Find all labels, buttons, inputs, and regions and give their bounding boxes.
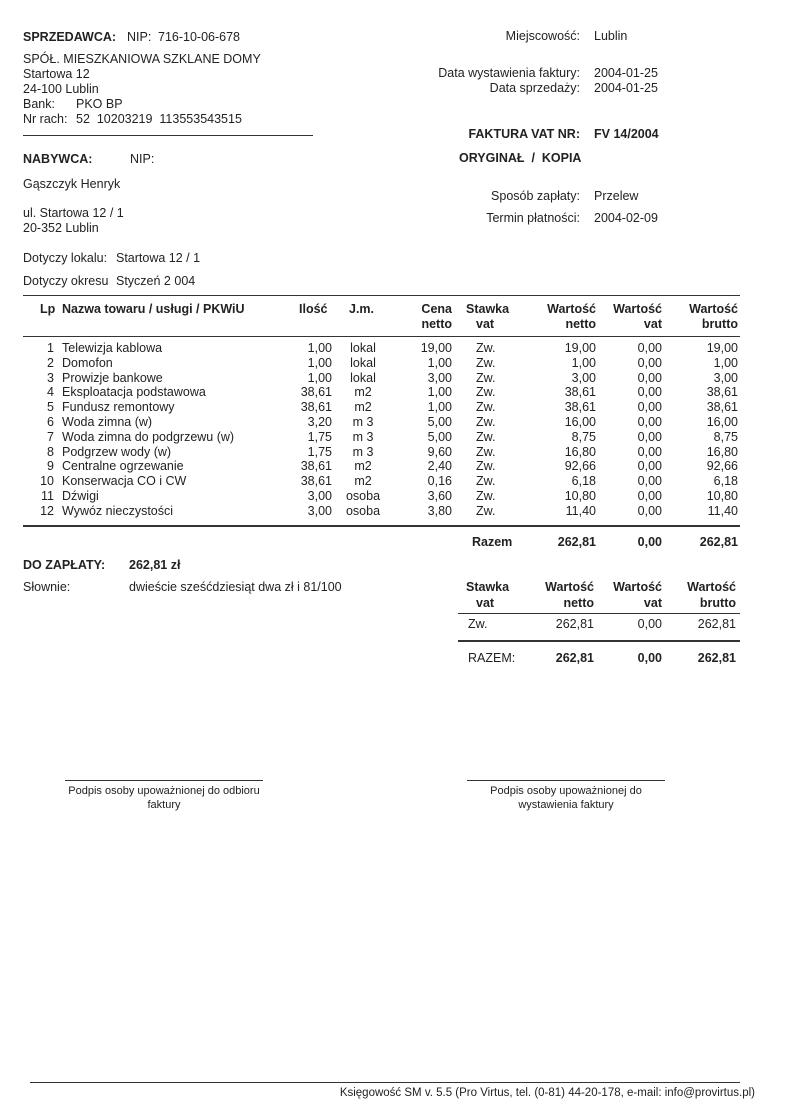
table-top-rule [23,295,740,296]
cell-vat: 0,00 [637,429,662,444]
cell-unit: lokal [350,341,376,355]
buyer-label: NABYWCA: [23,152,93,166]
sale-date-label: Data sprzedaży: [489,81,580,95]
table-row [0,356,800,371]
original-copy-label: ORYGINAŁ / KOPIA [459,151,582,165]
signature-issuer-label-2: wystawienia faktury [518,799,614,811]
cell-lp: 12 [40,503,54,518]
cell-unit: m 3 [352,429,374,444]
cell-gross: 11,40 [707,503,738,518]
table-row [0,385,800,400]
cell-vat: 0,00 [637,415,662,429]
cell-price: 19,00 [420,341,452,355]
cell-vat: 0,00 [637,489,662,503]
issue-date-label: Data wystawienia faktury: [438,66,580,80]
cell-gross: 1,00 [713,355,738,370]
cell-price: 3,80 [427,503,452,518]
cell-price: 1,00 [427,385,452,400]
cell-net: 11,40 [565,503,596,518]
cell-gross: 19,00 [706,341,738,355]
table-header-rule [23,336,740,337]
col-unit-header: J.m. [349,302,375,316]
table-row [0,459,800,474]
seller-name: SPÓŁ. MIESZKANIOWA SZKLANE DOMY [23,52,261,66]
buyer-city: 20-352 Lublin [23,221,99,235]
seller-account: 52 10203219 113553543515 [76,112,242,126]
payment-method-label: Sposób zapłaty: [491,189,580,203]
payment-method: Przelew [594,189,639,203]
cell-lp: 8 [47,444,54,459]
summary-row-vat: 0,00 [637,617,662,631]
cell-name: Woda zimna (w) [62,415,153,429]
cell-unit: m2 [354,474,372,489]
table-row [0,415,800,430]
buyer-name: Gąszczyk Henryk [23,177,121,191]
seller-street: Startowa 12 [23,67,90,81]
cell-net: 38,61 [564,400,596,415]
cell-name: Domofon [62,355,113,370]
summary-total-gross: 262,81 [697,651,736,665]
amount-in-words: dwieście sześćdziesiąt dwa zł i 81/100 [129,580,342,594]
cell-lp: 7 [47,429,54,444]
cell-qty: 3,20 [307,415,332,429]
cell-vat: 0,00 [637,400,662,415]
seller-bank: PKO BP [76,97,123,111]
cell-net: 10,80 [564,489,596,503]
cell-rate: Zw. [476,341,496,355]
amount-due: 262,81 zł [129,558,181,572]
cell-net: 92,66 [564,459,596,474]
cell-price: 1,00 [427,400,452,415]
invoice-number-label: FAKTURA VAT NR: [468,127,580,141]
cell-rate: Zw. [476,385,496,400]
summary-total-net: 262,81 [555,651,594,665]
signature-recipient-label-2: faktury [147,799,181,811]
col-net-header: Wartość [547,302,596,316]
summary-total-vat: 0,00 [637,651,662,665]
summary-vat-header-2: vat [643,596,662,610]
cell-gross: 38,61 [706,400,738,415]
cell-lp: 5 [47,400,54,415]
cell-qty: 38,61 [300,474,332,489]
table-total-vat: 0,00 [637,535,662,549]
cell-lp: 4 [47,385,54,400]
summary-header-rule [458,613,740,614]
summary-vat-header: Wartość [613,580,662,594]
cell-net: 6,18 [571,474,596,489]
cell-rate: Zw. [476,400,496,415]
cell-rate: Zw. [476,444,496,459]
cell-qty: 38,61 [300,400,332,415]
due-date: 2004-02-09 [594,211,658,225]
table-row [0,489,800,504]
cell-gross: 8,75 [713,429,738,444]
cell-vat: 0,00 [637,444,662,459]
cell-qty: 1,00 [307,341,332,355]
amount-in-words-label: Słownie: [23,580,71,594]
cell-lp: 9 [47,459,54,474]
col-lp-header: Lp [40,302,56,316]
premises-value: Startowa 12 / 1 [116,251,201,265]
invoice-number: FV 14/2004 [594,127,659,141]
cell-gross: 10,80 [706,489,738,503]
cell-unit: osoba [345,489,381,503]
cell-price: 1,00 [427,355,452,370]
cell-unit: lokal [350,370,376,385]
cell-name: Dźwigi [62,489,99,503]
cell-rate: Zw. [476,415,496,429]
cell-name: Telewizja kablowa [62,341,163,355]
table-bottom-rule [23,525,740,527]
cell-vat: 0,00 [637,503,662,518]
cell-lp: 6 [47,415,54,429]
table-total-net: 262,81 [557,535,596,549]
cell-rate: Zw. [476,370,496,385]
summary-gross-header: Wartość [687,580,736,594]
table-row [0,445,800,460]
summary-row-gross: 262,81 [697,617,736,631]
cell-vat: 0,00 [637,385,662,400]
cell-lp: 3 [47,370,54,385]
table-row [0,430,800,445]
cell-price: 3,00 [427,370,452,385]
cell-name: Wywóz nieczystości [62,503,174,518]
table-total-label: Razem [472,535,513,549]
cell-unit: m 3 [352,415,374,429]
place-value: Lublin [594,29,628,43]
cell-price: 9,60 [427,444,452,459]
cell-rate: Zw. [476,489,496,503]
table-total-gross: 262,81 [699,535,738,549]
cell-qty: 3,00 [307,489,332,503]
cell-unit: osoba [345,503,381,518]
cell-qty: 3,00 [307,503,332,518]
cell-gross: 38,61 [706,385,738,400]
cell-name: Eksploatacja podstawowa [62,385,206,400]
period-value: Styczeń 2 004 [116,274,196,288]
sale-date: 2004-01-25 [594,81,658,95]
cell-unit: m2 [354,459,372,474]
cell-qty: 1,00 [307,355,332,370]
col-rate-header: Stawka [466,302,510,316]
cell-qty: 1,75 [307,429,332,444]
footer-rule [30,1082,740,1083]
table-row [0,504,800,519]
summary-total-label: RAZEM: [468,651,516,665]
seller-account-label: Nr rach: [23,112,68,126]
col-vat-header: Wartość [613,302,662,316]
buyer-street: ul. Startowa 12 / 1 [23,206,124,220]
cell-qty: 1,75 [307,444,332,459]
table-row [0,341,800,356]
premises-label: Dotyczy lokalu: [23,251,108,265]
cell-rate: Zw. [476,459,496,474]
cell-qty: 1,00 [307,370,332,385]
summary-net-header-2: netto [563,596,594,610]
summary-gross-header-2: brutto [699,596,736,610]
signature-recipient-label: Podpis osoby upoważnionej do odbioru [68,785,260,797]
cell-vat: 0,00 [637,355,662,370]
cell-net: 1,00 [571,355,596,370]
cell-net: 8,75 [571,429,596,444]
cell-rate: Zw. [476,474,496,489]
seller-city: 24-100 Lublin [23,82,99,96]
cell-gross: 3,00 [713,370,738,385]
cell-price: 5,00 [427,415,452,429]
col-net-header-2: netto [565,317,596,331]
cell-rate: Zw. [476,429,496,444]
cell-unit: m2 [354,385,372,400]
cell-net: 19,00 [564,341,596,355]
cell-net: 16,80 [564,444,596,459]
period-label: Dotyczy okresu [23,274,109,288]
cell-lp: 10 [40,474,54,489]
col-rate-header-2: vat [476,317,495,331]
cell-lp: 2 [47,355,54,370]
seller-divider [23,135,313,136]
cell-price: 2,40 [427,459,452,474]
cell-lp: 11 [41,489,54,503]
cell-name: Prowizje bankowe [62,370,163,385]
summary-bottom-rule [458,640,740,642]
cell-rate: Zw. [476,503,496,518]
table-row [0,371,800,386]
due-date-label: Termin płatności: [486,211,580,225]
seller-nip-label: NIP: [127,30,152,44]
cell-name: Podgrzew wody (w) [62,444,172,459]
cell-lp: 1 [47,341,54,355]
cell-gross: 92,66 [706,459,738,474]
cell-rate: Zw. [476,355,496,370]
cell-price: 0,16 [427,474,452,489]
col-vat-header-2: vat [643,317,662,331]
cell-name: Woda zimna do podgrzewu (w) [62,429,235,444]
cell-price: 5,00 [427,429,452,444]
col-price-header-2: netto [421,317,452,331]
cell-net: 38,61 [564,385,596,400]
seller-nip: 716-10-06-678 [158,30,241,44]
summary-row-rate: Zw. [468,617,488,631]
summary-net-header: Wartość [545,580,594,594]
cell-vat: 0,00 [637,370,662,385]
issue-date: 2004-01-25 [594,66,658,80]
cell-unit: m2 [354,400,372,415]
cell-qty: 38,61 [300,385,332,400]
table-row [0,474,800,489]
cell-vat: 0,00 [637,341,662,355]
cell-name: Centralne ogrzewanie [62,459,184,474]
seller-label: SPRZEDAWCA: [23,30,117,44]
footer-text: Księgowość SM v. 5.5 (Pro Virtus, tel. (0-81) 44-20-178, e-mail: info@provirtus.pl) [339,1087,755,1099]
signature-issuer-label: Podpis osoby upoważnionej do [490,785,642,797]
cell-unit: m 3 [352,444,374,459]
cell-name: Fundusz remontowy [62,400,175,415]
cell-unit: lokal [350,355,376,370]
seller-bank-label: Bank: [23,97,55,111]
col-gross-header: Wartość [689,302,738,316]
col-name-header: Nazwa towaru / usługi / PKWiU [62,302,245,316]
place-label: Miejscowość: [505,29,580,43]
cell-gross: 16,00 [706,415,738,429]
cell-net: 3,00 [571,370,596,385]
signature-line-recipient [65,780,263,781]
cell-net: 16,00 [564,415,596,429]
cell-name: Konserwacja CO i CW [62,474,187,489]
amount-due-label: DO ZAPŁATY: [23,558,106,572]
cell-vat: 0,00 [637,474,662,489]
col-qty-header: Ilość [299,302,328,316]
buyer-nip-label: NIP: [130,152,155,166]
summary-row-net: 262,81 [555,617,594,631]
col-price-header: Cena [421,302,452,316]
cell-price: 3,60 [427,489,452,503]
summary-rate-header: Stawka [466,580,510,594]
cell-gross: 6,18 [713,474,738,489]
cell-vat: 0,00 [637,459,662,474]
cell-gross: 16,80 [706,444,738,459]
summary-rate-header-2: vat [476,596,495,610]
table-row [0,400,800,415]
cell-qty: 38,61 [300,459,332,474]
col-gross-header-2: brutto [701,317,738,331]
signature-line-issuer [467,780,665,781]
